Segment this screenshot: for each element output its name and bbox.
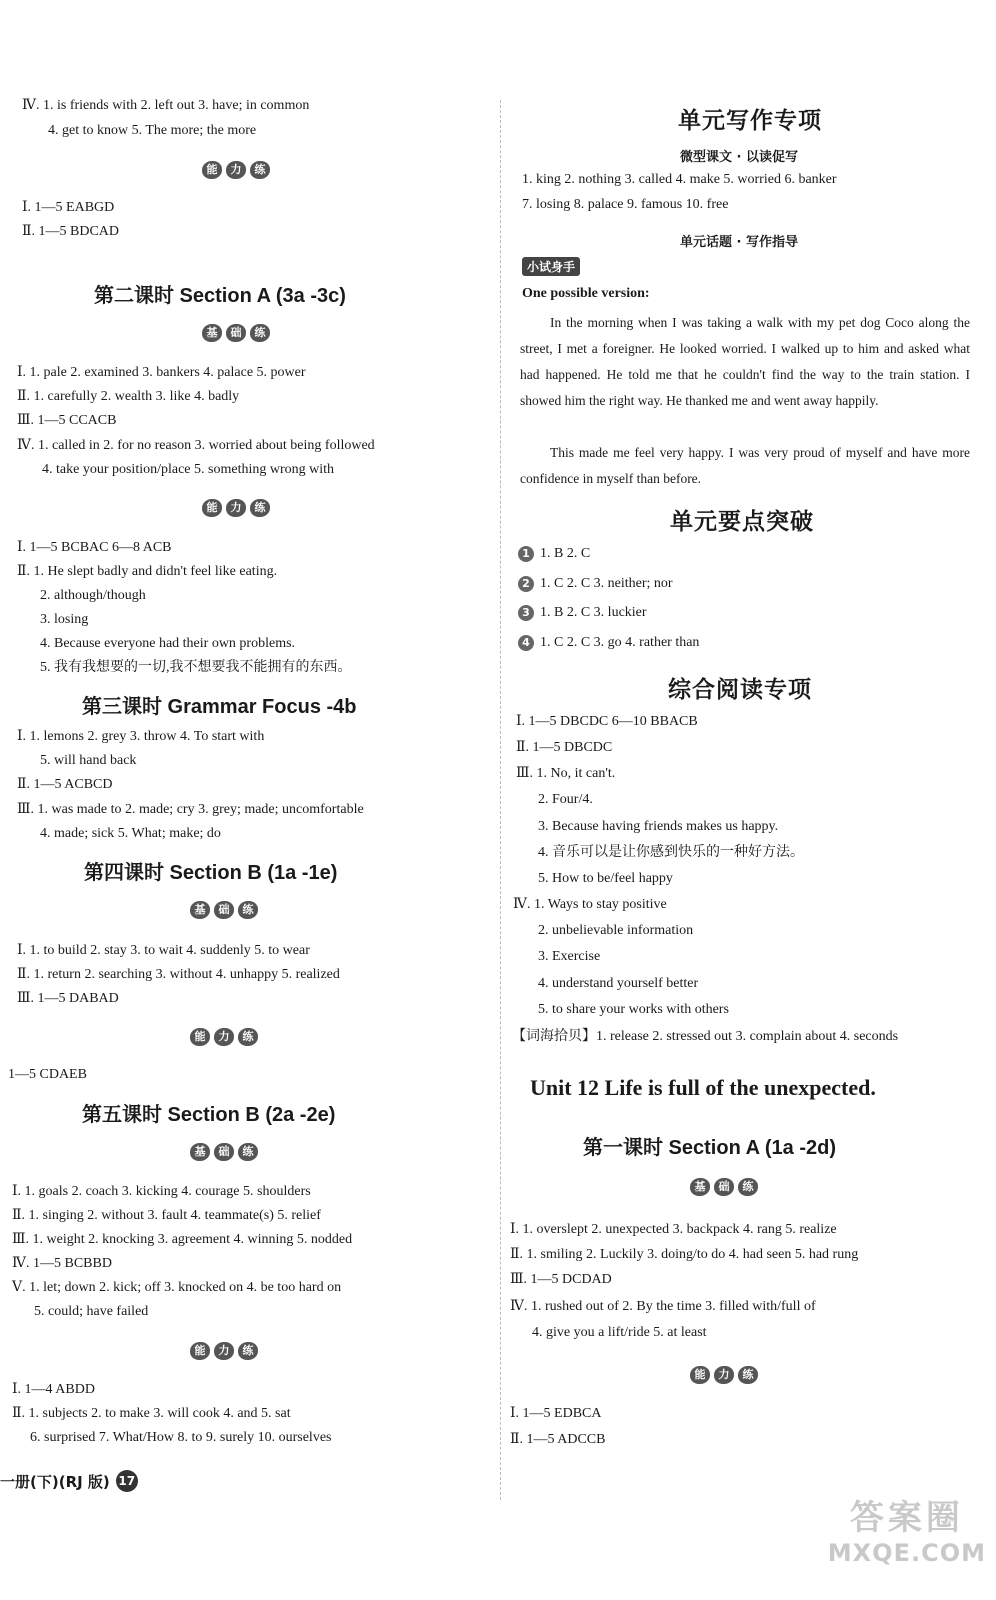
watermark-url: MXQE.COM xyxy=(827,1539,986,1567)
lesson-title: 第四课时 Section B (1a -1e) xyxy=(84,862,338,884)
answer-line: Ⅳ. 1. Ways to stay positive xyxy=(513,897,667,912)
footer-label: 一册(下)(RJ 版) xyxy=(0,1472,110,1491)
answer-line: 1—5 CDAEB xyxy=(8,1067,87,1082)
unit-title: Unit 12 Life is full of the unexpected. xyxy=(530,1075,876,1100)
answer-line: Ⅰ. 1—5 DBCDC 6—10 BBACB xyxy=(516,714,698,729)
answer-line: 4. give you a lift/ride 5. at least xyxy=(532,1325,707,1340)
answer-line: Ⅰ. 1—5 BCBAC 6—8 ACB xyxy=(17,540,172,555)
answer-line: Ⅰ. 1—5 EABGD xyxy=(22,200,115,215)
answer-line: Ⅲ. 1—5 DCDAD xyxy=(510,1272,612,1287)
answer-line: 4. understand yourself better xyxy=(538,976,699,991)
answer-line: Ⅲ. 1. weight 2. knocking 3. agreement 4. winning 5. nodded xyxy=(12,1232,353,1247)
answer-line: Ⅳ. 1. called in 2. for no reason 3. worried about being followed xyxy=(17,438,375,453)
answer-line: 3. Exercise xyxy=(538,949,601,964)
answer-line: 4. made; sick 5. What; make; do xyxy=(40,826,221,841)
page-number: 17 xyxy=(116,1470,138,1492)
ability-badge: 能 力 练 xyxy=(190,1342,258,1360)
answer-line: Ⅰ. 1—4 ABDD xyxy=(12,1382,95,1397)
essay-paragraph: This made me feel very happy. I was very proud of myself and have more confidence in myself than before. xyxy=(520,445,970,486)
answer-line: Ⅰ. 1—5 EDBCA xyxy=(510,1406,602,1421)
answer-line: 5. could; have failed xyxy=(34,1304,149,1319)
ability-badge: 能 力 练 xyxy=(202,499,270,517)
page-footer xyxy=(0,1470,138,1492)
section-title: 单元写作专项 xyxy=(678,108,822,134)
sub-title: 单元话题 · 写作指导 xyxy=(680,235,798,250)
answer-line: 3. Because having friends makes us happy. xyxy=(538,819,779,834)
answer-line: 5. will hand back xyxy=(40,753,137,768)
answer-line: 2. although/though xyxy=(40,588,146,603)
answer-line: Ⅴ. 1. let; down 2. kick; off 3. knocked on 4. be too hard on xyxy=(12,1280,342,1295)
basic-badge: 基 础 练 xyxy=(202,324,270,342)
lesson-title: 第三课时 Grammar Focus -4b xyxy=(82,696,357,718)
answer-line: 5. to share your works with others xyxy=(538,1002,729,1017)
answer-line: Ⅰ. 1. to build 2. stay 3. to wait 4. suddenly 5. to wear xyxy=(17,943,310,958)
lesson-title: 第五课时 Section B (2a -2e) xyxy=(82,1104,336,1126)
key-line: 2 1. C 2. C 3. neither; nor xyxy=(518,575,673,593)
lesson-title: 第一课时 Section A (1a -2d) xyxy=(583,1137,836,1159)
watermark-logo: 答案圈 xyxy=(849,1498,964,1538)
answer-line: Ⅲ. 1—5 CCACB xyxy=(17,413,117,428)
section-title: 综合阅读专项 xyxy=(668,677,812,703)
answer-line: 4. take your position/place 5. something wrong with xyxy=(42,462,335,477)
answer-line: 1. king 2. nothing 3. called 4. make 5. worried 6. banker xyxy=(522,172,837,187)
answer-line: Ⅱ. 1. carefully 2. wealth 3. like 4. badly xyxy=(17,389,240,404)
answer-line: Ⅰ. 1. goals 2. coach 3. kicking 4. courage 5. shoulders xyxy=(12,1184,311,1199)
essay-paragraph: In the morning when I was taking a walk with my pet dog Coco along the street, I met a foreigner. He looked worried. I walked up to him and asked what had happened. He told me that he couldn't find the way to the train station. I showed him the right way. He thanked me and went away happily. xyxy=(520,315,970,408)
answer-line: 7. losing 8. palace 9. famous 10. free xyxy=(522,197,729,212)
answer-line: Ⅰ. 1. lemons 2. grey 3. throw 4. To start with xyxy=(17,729,265,744)
column-divider xyxy=(500,100,501,1500)
key-line: 1 1. B 2. C xyxy=(518,545,590,563)
try-tag: 小试身手 xyxy=(522,257,580,276)
answer-line: 4. get to know 5. The more; the more xyxy=(48,123,257,138)
key-line: 3 1. B 2. C 3. luckier xyxy=(518,604,647,622)
answer-line: 6. surprised 7. What/How 8. to 9. surely 10. ourselves xyxy=(30,1430,332,1445)
answer-line: 5. How to be/feel happy xyxy=(538,871,673,886)
answer-line: Ⅲ. 1. was made to 2. made; cry 3. grey; made; uncomfortable xyxy=(17,802,364,817)
answer-line: Ⅲ. 1—5 DABAD xyxy=(17,991,119,1006)
answer-line: 2. Four/4. xyxy=(538,792,593,807)
answer-line: Ⅱ. 1. singing 2. without 3. fault 4. teammate(s) 5. relief xyxy=(12,1208,321,1223)
sub-title: 微型课文 · 以读促写 xyxy=(680,150,798,165)
version-label: One possible version: xyxy=(522,286,650,301)
answer-line: Ⅱ. 1. subjects 2. to make 3. will cook 4. and 5. sat xyxy=(12,1406,291,1421)
answer-line: 4. Because everyone had their own problems. xyxy=(40,636,296,651)
basic-badge: 基 础 练 xyxy=(190,1143,258,1161)
answer-line: Ⅳ. 1—5 BCBBD xyxy=(12,1256,112,1271)
answer-line: Ⅰ. 1. overslept 2. unexpected 3. backpack 4. rang 5. realize xyxy=(510,1222,837,1237)
answer-line: 2. unbelievable information xyxy=(538,923,694,938)
lesson-title: 第二课时 Section A (3a -3c) xyxy=(94,285,346,307)
answer-line: Ⅱ. 1. return 2. searching 3. without 4. unhappy 5. realized xyxy=(17,967,340,982)
answer-line: Ⅱ. 1—5 ACBCD xyxy=(17,777,113,792)
answer-line: Ⅱ. 1—5 ADCCB xyxy=(510,1432,606,1447)
answer-line: 5. 我有我想要的一切,我不想要我不能拥有的东西。 xyxy=(40,660,352,675)
answer-line: 3. losing xyxy=(40,612,89,627)
answer-line: 4. 音乐可以是让你感到快乐的一种好方法。 xyxy=(538,845,804,860)
watermark xyxy=(828,1490,986,1567)
answer-line: Ⅱ. 1. He slept badly and didn't feel like eating. xyxy=(17,564,278,579)
basic-badge: 基 础 练 xyxy=(690,1178,758,1196)
ability-badge: 能 力 练 xyxy=(202,161,270,179)
key-line: 4 1. C 2. C 3. go 4. rather than xyxy=(518,634,699,652)
answer-line: Ⅳ. 1. rushed out of 2. By the time 3. filled with/full of xyxy=(510,1299,816,1314)
answer-line: Ⅱ. 1—5 BDCAD xyxy=(22,224,120,239)
ability-badge: 能 力 练 xyxy=(690,1366,758,1384)
answer-line: Ⅱ. 1—5 DBCDC xyxy=(516,740,613,755)
ability-badge: 能 力 练 xyxy=(190,1028,258,1046)
answer-line: Ⅰ. 1. pale 2. examined 3. bankers 4. palace 5. power xyxy=(17,365,306,380)
section-title: 单元要点突破 xyxy=(670,509,814,535)
basic-badge: 基 础 练 xyxy=(190,901,258,919)
answer-line: Ⅳ. 1. is friends with 2. left out 3. have; in common xyxy=(22,98,310,113)
answer-line: Ⅲ. 1. No, it can't. xyxy=(516,766,616,781)
answer-line: Ⅱ. 1. smiling 2. Luckily 3. doing/to do 4. had seen 5. had rung xyxy=(510,1247,859,1262)
answer-line: 【词海拾贝】1. release 2. stressed out 3. complain about 4. seconds xyxy=(512,1029,899,1044)
